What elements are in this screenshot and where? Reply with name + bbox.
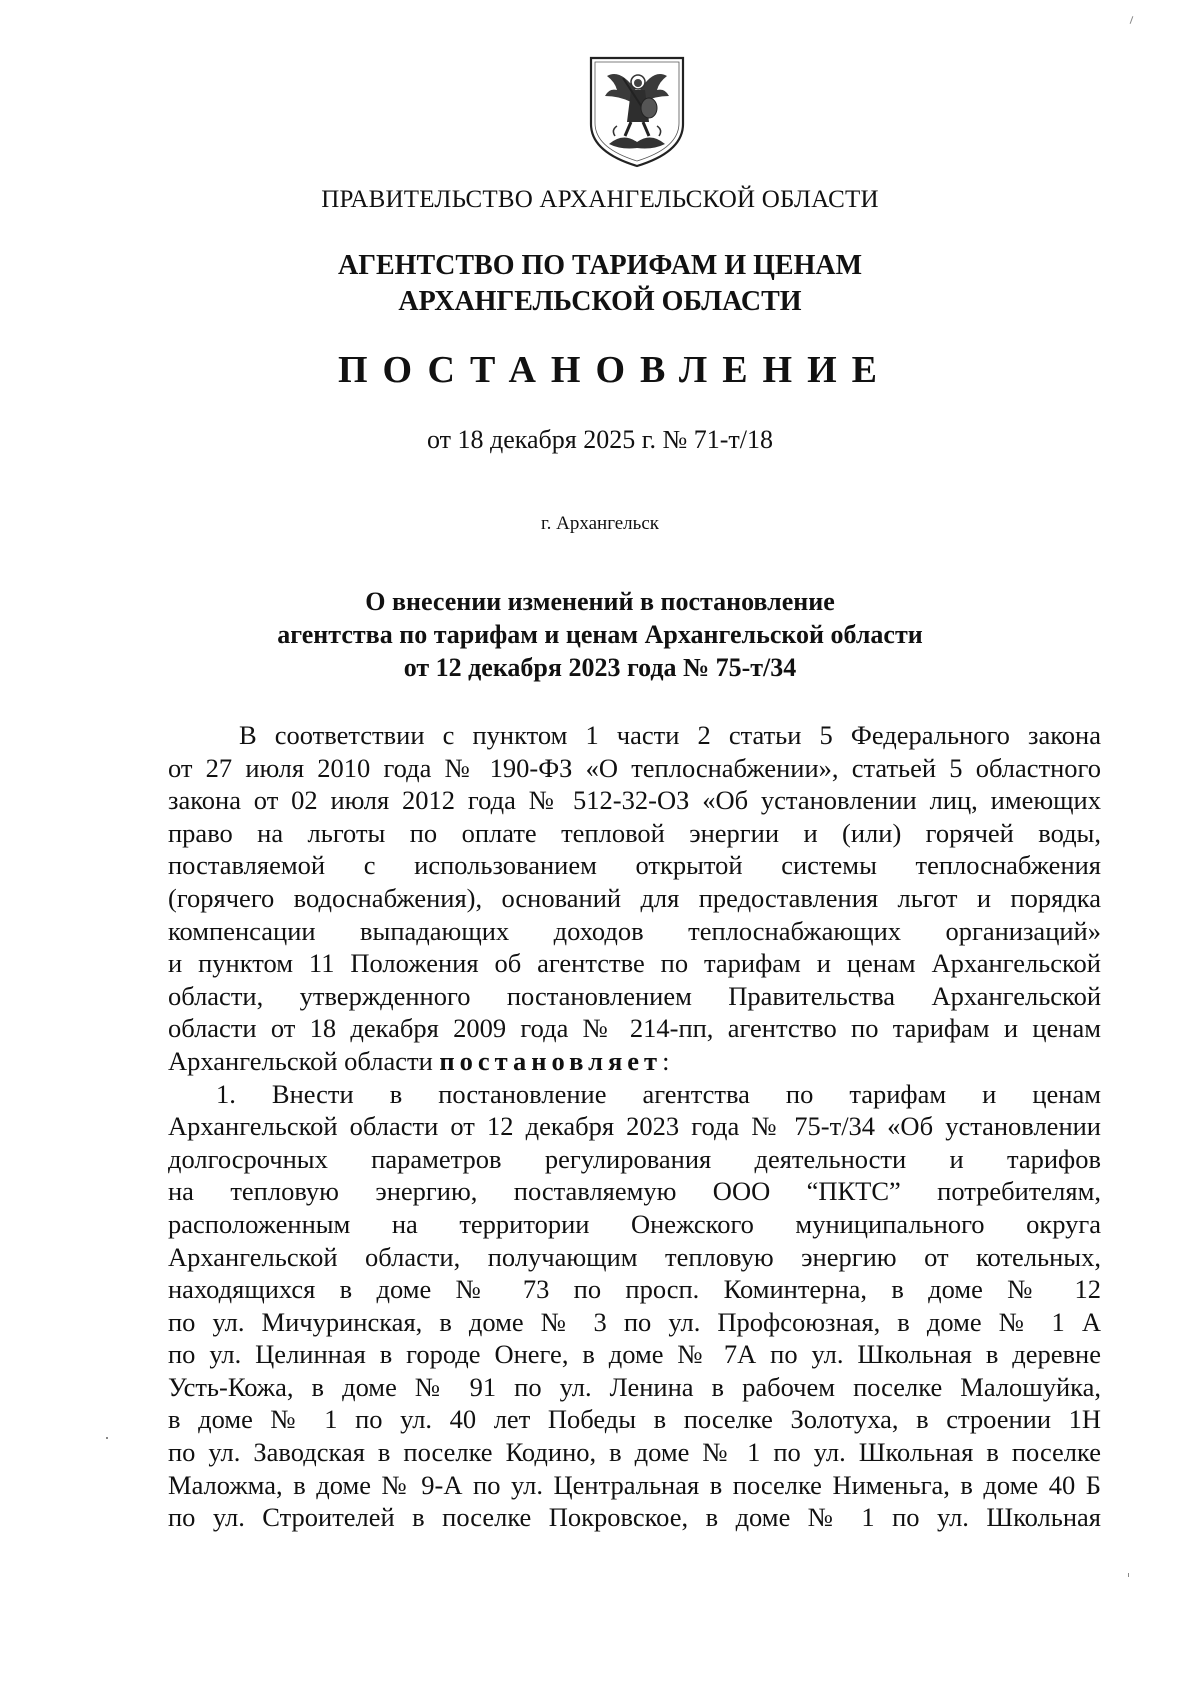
item-1-line: находящихся в доме № 73 по просп. Коминтерна, в доме № 12	[168, 1274, 1101, 1305]
subject-line: агентства по тарифам и ценам Архангельской области	[277, 620, 923, 649]
preamble-final-line	[168, 1045, 1101, 1078]
preamble-final-text: Архангельской области	[168, 1045, 440, 1076]
item-1-line: 1. Внести в постановление агентства по тарифам и ценам	[216, 1078, 1101, 1109]
preamble-line: поставляемой с использованием открытой системы теплоснабжения	[168, 850, 1101, 881]
preamble-line: области от 18 декабря 2009 года № 214-пп, агентство по тарифам и ценам	[168, 1013, 1101, 1044]
preamble-line: (горячего водоснабжения), оснований для предоставления льгот и порядка	[168, 882, 1101, 913]
item-1-line: расположенным на территории Онежского муниципального округа	[168, 1208, 1101, 1239]
resolves-colon: :	[662, 1045, 670, 1076]
document-date-number: от 18 декабря 2025 г. № 71-т/18	[426, 425, 774, 454]
item-1-line: по ул. Строителей в поселке Покровское, в доме № 1 по ул. Школьная	[168, 1502, 1101, 1533]
document-type: ПОСТАНОВЛЕНИЕ	[337, 349, 893, 391]
preamble-line: и пунктом 11 Положения об агентстве по тарифам и ценам Архангельской	[168, 948, 1101, 979]
item-1-line: долгосрочных параметров регулирования деятельности и тарифов	[168, 1143, 1101, 1174]
scan-speck	[1130, 16, 1134, 24]
item-1-line: Маложма, в доме № 9-А по ул. Центральная в поселке Нименьга, в доме 40 Б	[168, 1469, 1101, 1500]
document-body	[168, 719, 1101, 1534]
preamble-line: компенсации выпадающих доходов теплоснабжающих организаций»	[168, 915, 1101, 946]
preamble-line: от 27 июля 2010 года № 190-ФЗ «О теплоснабжении», статьей 5 областного	[168, 752, 1101, 783]
document-subject	[0, 585, 1200, 684]
preamble-line: области, утвержденного постановлением Правительства Архангельской	[168, 980, 1101, 1011]
item-1-line: на тепловую энергию, поставляемую ООО “ПКТС” потребителям,	[168, 1176, 1101, 1207]
item-1-line: в доме № 1 по ул. 40 лет Победы в поселке Золотуха, в строении 1Н	[168, 1404, 1101, 1435]
agency-name-line: АГЕНТСТВО ПО ТАРИФАМ И ЦЕНАМ	[337, 250, 863, 281]
preamble-line: закона от 02 июля 2012 года № 512-32-ОЗ «Об установлении лиц, имеющих	[168, 785, 1101, 816]
subject-line: от 12 декабря 2023 года № 75-т/34	[403, 653, 797, 682]
document-city: г. Архангельск	[540, 513, 659, 534]
item-1-line: Архангельской области от 12 декабря 2023 года № 75-т/34 «Об установлении	[168, 1111, 1101, 1142]
agency-name	[0, 248, 1200, 320]
government-name: ПРАВИТЕЛЬСТВО АРХАНГЕЛЬСКОЙ ОБЛАСТИ	[321, 186, 879, 213]
agency-name-line: АРХАНГЕЛЬСКОЙ ОБЛАСТИ	[398, 286, 802, 317]
item-1-line: по ул. Заводская в поселке Кодино, в доме № 1 по ул. Школьная в поселке	[168, 1437, 1101, 1468]
item-1-line: Архангельской области, получающим тепловую энергию от котельных,	[168, 1241, 1101, 1272]
item-1-line: Усть-Кожа, в доме № 91 по ул. Ленина в рабочем поселке Малошуйка,	[168, 1371, 1101, 1402]
arkhangelsk-coat-of-arms-icon	[587, 52, 687, 170]
item-1-line: по ул. Целинная в городе Онеге, в доме № 7А по ул. Школьная в деревне	[168, 1339, 1101, 1370]
item-1-line: по ул. Мичуринская, в доме № 3 по ул. Профсоюзная, в доме № 1 А	[168, 1306, 1101, 1337]
preamble-line: право на льготы по оплате тепловой энергии и (или) горячей воды,	[168, 817, 1101, 848]
preamble-line: В соответствии с пунктом 1 части 2 статьи 5 Федерального закона	[239, 720, 1101, 750]
scan-speck	[1128, 1573, 1129, 1577]
scan-speck	[106, 1437, 108, 1439]
subject-line: О внесении изменений в постановление	[365, 587, 835, 616]
resolves-word: постановляет	[439, 1045, 663, 1076]
